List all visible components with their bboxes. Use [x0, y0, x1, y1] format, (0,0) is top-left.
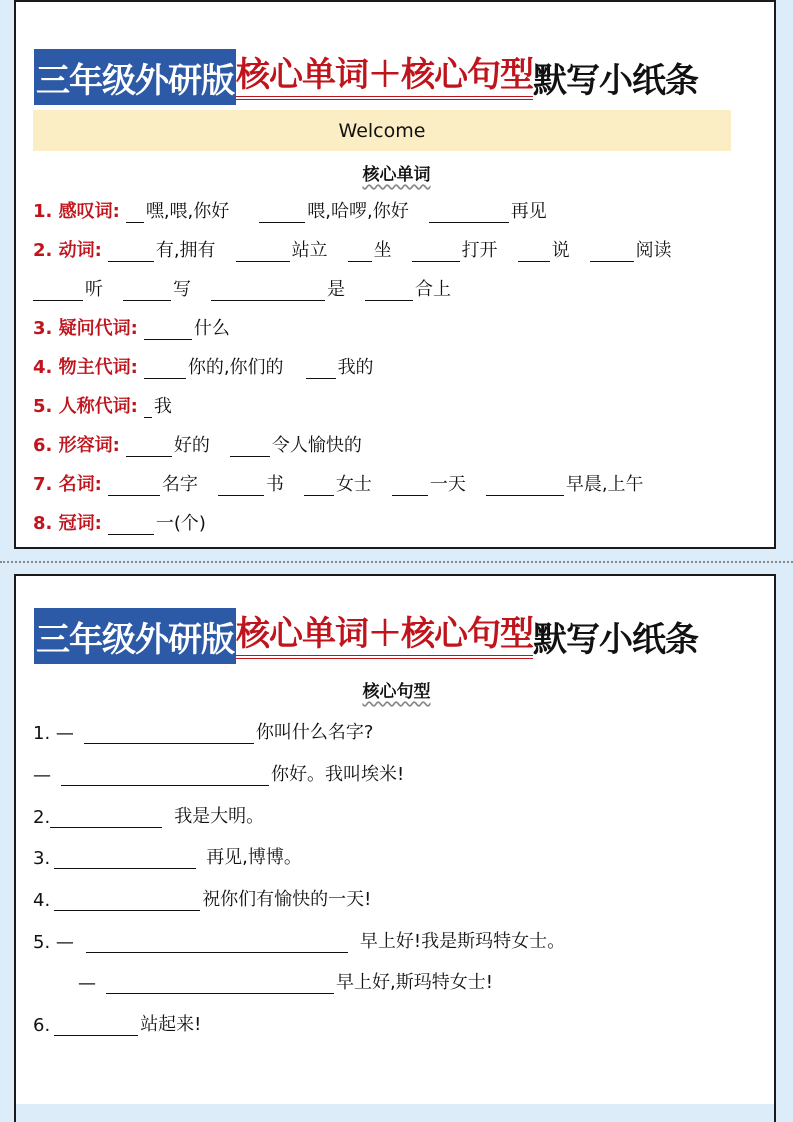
- answer-blank[interactable]: [306, 358, 336, 379]
- answer-blank[interactable]: [61, 765, 269, 786]
- title-grade: 三年级外研版: [34, 608, 236, 664]
- answer-blank[interactable]: [123, 280, 171, 301]
- answer-blank[interactable]: [590, 241, 634, 262]
- answer-blank[interactable]: [126, 202, 144, 223]
- sentence-row-5: 5. — 早上好!我是斯玛特女士。: [33, 931, 566, 953]
- cut-line: [0, 561, 793, 563]
- bottom-edge: [14, 1104, 776, 1122]
- answer-blank[interactable]: [230, 436, 270, 457]
- title-grade: 三年级外研版: [34, 49, 236, 105]
- answer-blank[interactable]: [126, 436, 172, 457]
- row-label: 4. 物主代词:: [33, 357, 138, 378]
- title-type: 默写小纸条: [533, 619, 698, 660]
- answer-blank[interactable]: [108, 475, 160, 496]
- title-topic: 核心单词＋核心句型: [236, 54, 533, 100]
- page-title: [34, 49, 698, 105]
- answer-blank[interactable]: [392, 475, 428, 496]
- sentence-row-1b: — 你好。我叫埃米!: [33, 764, 405, 786]
- answer-blank[interactable]: [144, 319, 192, 340]
- answer-blank[interactable]: [486, 475, 564, 496]
- word-row-5: 5. 人称代词: 我: [33, 392, 172, 418]
- row-label: 5. 人称代词:: [33, 396, 138, 417]
- section-heading-words: 核心单词: [362, 165, 431, 185]
- sentence-row-2: 2. 我是大明。: [33, 806, 265, 828]
- answer-blank[interactable]: [54, 890, 200, 911]
- word-row-4: 4. 物主代词: 你的,你们的 我的: [33, 353, 374, 379]
- word-row-2: 2. 动词: 有,拥有 站立 坐 打开 说 阅读: [33, 236, 672, 262]
- answer-blank[interactable]: [236, 241, 290, 262]
- page-title-2: [34, 608, 698, 664]
- unit-banner: Welcome: [33, 110, 731, 151]
- answer-blank[interactable]: [106, 973, 334, 994]
- answer-blank[interactable]: [211, 280, 325, 301]
- answer-blank[interactable]: [518, 241, 550, 262]
- answer-blank[interactable]: [429, 202, 509, 223]
- answer-blank[interactable]: [412, 241, 460, 262]
- answer-blank[interactable]: [304, 475, 334, 496]
- answer-blank[interactable]: [144, 397, 152, 418]
- row-label: 6. 形容词:: [33, 435, 120, 456]
- word-row-6: 6. 形容词: 好的 令人愉快的: [33, 431, 362, 457]
- answer-blank[interactable]: [33, 280, 83, 301]
- answer-blank[interactable]: [86, 932, 348, 953]
- row-label: 2. 动词:: [33, 240, 102, 261]
- answer-blank[interactable]: [218, 475, 264, 496]
- row-label: 3. 疑问代词:: [33, 318, 138, 339]
- sentence-row-5b: — 早上好,斯玛特女士!: [78, 972, 493, 994]
- sentence-row-4: 4. 祝你们有愉快的一天!: [33, 889, 372, 911]
- sentence-row-6: 6. 站起来!: [33, 1014, 202, 1036]
- answer-blank[interactable]: [365, 280, 413, 301]
- section-heading-sentences: 核心句型: [362, 682, 431, 702]
- sentence-row-1: 1. — 你叫什么名字?: [33, 722, 374, 744]
- word-row-3: 3. 疑问代词: 什么: [33, 314, 230, 340]
- answer-blank[interactable]: [54, 848, 196, 869]
- word-row-2b: 听 写 是 合上: [33, 275, 451, 301]
- title-topic: 核心单词＋核心句型: [236, 613, 533, 659]
- answer-blank[interactable]: [84, 723, 254, 744]
- answer-blank[interactable]: [108, 514, 154, 535]
- sentence-row-3: 3. 再见,博博。: [33, 847, 302, 869]
- row-label: 1. 感叹词:: [33, 201, 120, 222]
- title-type: 默写小纸条: [533, 60, 698, 101]
- answer-blank[interactable]: [108, 241, 154, 262]
- answer-blank[interactable]: [54, 1015, 138, 1036]
- answer-blank[interactable]: [348, 241, 372, 262]
- word-row-8: 8. 冠词: 一(个): [33, 509, 206, 535]
- answer-blank[interactable]: [259, 202, 305, 223]
- word-row-1: 1. 感叹词: 嘿,喂,你好 喂,哈啰,你好 再见: [33, 197, 547, 223]
- word-row-7: 7. 名词: 名字 书 女士 一天 早晨,上午: [33, 470, 644, 496]
- answer-blank[interactable]: [144, 358, 186, 379]
- answer-blank[interactable]: [50, 807, 162, 828]
- row-label: 7. 名词:: [33, 474, 102, 495]
- row-label: 8. 冠词:: [33, 513, 102, 534]
